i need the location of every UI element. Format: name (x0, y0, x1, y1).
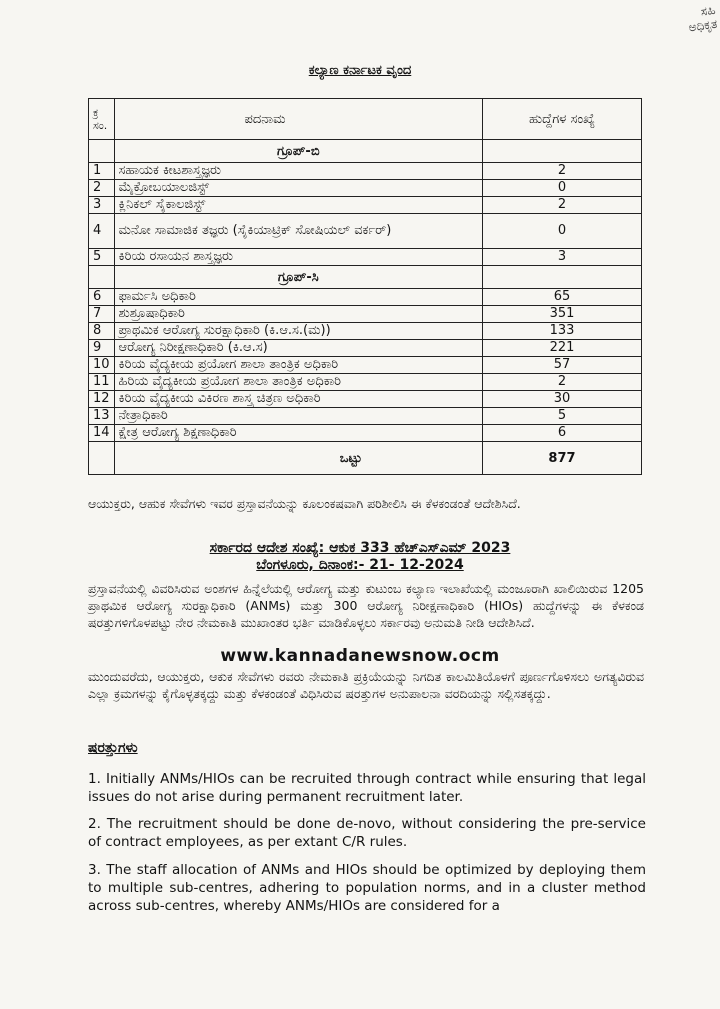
condition-2: 2. The recruitment should be done de-novo, without considering the pre-service of contract employees, as per extant C/R rules. (88, 816, 646, 850)
table-row (89, 249, 642, 266)
row-post-name: ಆರೋಗ್ಯ ನಿರೀಕ್ಷಣಾಧಿಕಾರಿ (ಕಿ.ಆ.ಸ) (114, 340, 482, 357)
total-label: ಒಟ್ಟು (114, 442, 482, 475)
condition-1: 1. Initially ANMs/HIOs can be recruited through contract while ensuring that legal issues do not arise during permanent recruitment later. (88, 771, 646, 805)
conditions-title: ಷರತ್ತುಗಳು (88, 740, 138, 756)
row-post-name: ಕಿರಿಯ ರಸಾಯನ ಶಾಸ್ತ್ರಜ್ಞರು (114, 249, 482, 266)
row-number: 10 (89, 357, 115, 374)
body-paragraph-2: ಮುಂದುವರೆದು, ಆಯುಕ್ತರು, ಆಕುಕ ಸೇವೆಗಳು ರವರು ನೇಮಕಾತಿ ಪ್ರಕ್ರಿಯೆಯನ್ನು ನಿಗದಿತ ಕಾಲಮಿತಿಯೊಳಗೆ ಪೂರ್ಣಗೊಳಿಸಲು ಅಗತ್ಯವಿರುವ ಎಲ್ಲಾ ಕ್ರಮಗಳನ್ನು ಕೈಗೊಳ್ಳತಕ್ಕದ್ದು ಮತ್ತು ಕೆಳಕಂಡಂತೆ ವಿಧಿಸಿರುವ ಷರತ್ತುಗಳ ಅನುಪಾಲನಾ ವರದಿಯನ್ನು ಸಲ್ಲಿಸತಕ್ಕದ್ದು. (88, 669, 644, 701)
row-post-count: 133 (483, 323, 642, 340)
col-count-header: ಹುದ್ದೆಗಳ ಸಂಖ್ಯೆ (483, 99, 642, 140)
official-stamp (619, 0, 720, 58)
row-post-count: 5 (483, 408, 642, 425)
group-b-label: ಗ್ರೂಪ್-ಬಿ (114, 140, 482, 163)
intro-paragraph: ಆಯುಕ್ತರು, ಆಹುಕ ಸೇವೆಗಳು ಇವರ ಪ್ರಸ್ತಾವನೆಯನ್ನು ಕೂಲಂಕಷವಾಗಿ ಪರಿಶೀಲಿಸಿ ಈ ಕೆಳಕಂಡಂತೆ ಆದೇಶಿಸಿದೆ. (88, 496, 521, 511)
row-post-name: ಕ್ಲಿನಿಕಲ್ ಸೈಕಾಲಜಿಸ್ಟ್ (114, 197, 482, 214)
row-number: 9 (89, 340, 115, 357)
row-number: 13 (89, 408, 115, 425)
row-number: 5 (89, 249, 115, 266)
row-post-count: 221 (483, 340, 642, 357)
row-post-name: ಮನೋ ಸಾಮಾಜಿಕ ತಜ್ಞರು (ಸೈಕಿಯಾಟ್ರಿಕ್ ಸೋಷಿಯಲ್ ವರ್ಕರ್) (114, 214, 482, 249)
total-row (89, 442, 642, 475)
row-number: 7 (89, 306, 115, 323)
row-post-count: 6 (483, 425, 642, 442)
row-post-name: ಮೈಕ್ರೋಬಯಾಲಜಿಸ್ಟ್ (114, 180, 482, 197)
table-row (89, 340, 642, 357)
row-post-name: ಹಿರಿಯ ವೈದ್ಯಕೀಯ ಪ್ರಯೋಗ ಶಾಲಾ ತಾಂತ್ರಿಕ ಅಧಿಕಾರಿ (114, 374, 482, 391)
row-post-count: 57 (483, 357, 642, 374)
row-number: 4 (89, 214, 115, 249)
table-row (89, 289, 642, 306)
row-post-count: 65 (483, 289, 642, 306)
condition-3: 3. The staff allocation of ANMs and HIOs should be optimized by deploying them to multiple sub-centres, adhering to population norms, and in a cluster method across sub-centres, whereby ANMs/HIOs are considered for a (88, 862, 646, 914)
row-number: 8 (89, 323, 115, 340)
group-c-cell-empty (89, 266, 115, 289)
stamp-line-2: ಅಧಿಕೃತ (687, 16, 719, 35)
row-number: 3 (89, 197, 115, 214)
row-number: 1 (89, 163, 115, 180)
cadre-heading: ಕಲ್ಯಾಣ ಕರ್ನಾಟಕ ವೃಂದ (308, 63, 412, 78)
row-number: 11 (89, 374, 115, 391)
table-row (89, 197, 642, 214)
website-watermark: www.kannadanewsnow.ocm (220, 646, 500, 666)
row-post-count: 0 (483, 214, 642, 249)
row-number: 6 (89, 289, 115, 306)
table-row (89, 214, 642, 249)
table-header-row (89, 99, 642, 140)
row-post-name: ಫಾರ್ಮಸಿ ಅಧಿಕಾರಿ (114, 289, 482, 306)
table-row (89, 163, 642, 180)
group-c-row (89, 266, 642, 289)
group-b-cell-empty (89, 140, 115, 163)
group-c-cell-empty-2 (483, 266, 642, 289)
table-row (89, 357, 642, 374)
row-number: 14 (89, 425, 115, 442)
table-row (89, 180, 642, 197)
body-paragraph-1: ಪ್ರಸ್ತಾವನೆಯಲ್ಲಿ ವಿವರಿಸಿರುವ ಅಂಶಗಳ ಹಿನ್ನೆಲೆಯಲ್ಲಿ ಆರೋಗ್ಯ ಮತ್ತು ಕುಟುಂಬ ಕಲ್ಯಾಣ ಇಲಾಖೆಯಲ್ಲಿ ಮಂಜೂರಾಗಿ ಖಾಲಿಯಿರುವ 1205 ಪ್ರಾಥಮಿಕ ಆರೋಗ್ಯ ಸುರಕ್ಷಾಧಿಕಾರಿ (ANMs) ಮತ್ತು 300 ಆರೋಗ್ಯ ನಿರೀಕ್ಷಣಾಧಿಕಾರಿ (HIOs) ಹುದ್ದೆಗಳನ್ನು ಈ ಕೆಳಕಂಡ ಷರತ್ತುಗಳಿಗೊಳಪಟ್ಟು ನೇರ ನೇಮಕಾತಿ ಮುಖಾಂತರ ಭರ್ತಿ ಮಾಡಿಕೊಳ್ಳಲು ಸರ್ಕಾರವು ಅನುಮತಿ ನೀಡಿ ಆದೇಶಿಸಿದೆ. (88, 581, 644, 630)
col-post-header: ಪದನಾಮ (114, 99, 482, 140)
group-c-label: ಗ್ರೂಪ್-ಸಿ (114, 266, 482, 289)
order-date: ಬೆಂಗಳೂರು, ದಿನಾಂಕ:- 21- 12-2024 (256, 557, 464, 573)
group-b-row (89, 140, 642, 163)
total-value: 877 (483, 442, 642, 475)
col-sl-header: ಕ್ರ ಸಂ. (89, 99, 115, 140)
table-row (89, 425, 642, 442)
row-number: 2 (89, 180, 115, 197)
table-row (89, 374, 642, 391)
row-post-name: ಕ್ಷೇತ್ರ ಆರೋಗ್ಯ ಶಿಕ್ಷಣಾಧಿಕಾರಿ (114, 425, 482, 442)
row-post-count: 2 (483, 374, 642, 391)
table-row (89, 408, 642, 425)
table-row (89, 391, 642, 408)
row-post-name: ಕಿರಿಯ ವೈದ್ಯಕೀಯ ವಿಕಿರಣ ಶಾಸ್ತ್ರ ಚಿತ್ರಣ ಅಧಿಕಾರಿ (114, 391, 482, 408)
row-post-name: ಪ್ರಾಥಮಿಕ ಆರೋಗ್ಯ ಸುರಕ್ಷಾಧಿಕಾರಿ (ಕಿ.ಆ.ಸ.(ಮ)) (114, 323, 482, 340)
row-number: 12 (89, 391, 115, 408)
table-row (89, 306, 642, 323)
row-post-name: ನೇತ್ರಾಧಿಕಾರಿ (114, 408, 482, 425)
row-post-count: 30 (483, 391, 642, 408)
posts-table (88, 98, 642, 475)
row-post-name: ಶುಶ್ರೂಷಾಧಿಕಾರಿ (114, 306, 482, 323)
row-post-name: ಸಹಾಯಕ ಕೀಟಶಾಸ್ತ್ರಜ್ಞರು (114, 163, 482, 180)
government-order (0, 540, 720, 574)
group-b-rows (89, 163, 642, 266)
row-post-count: 2 (483, 197, 642, 214)
row-post-count: 0 (483, 180, 642, 197)
group-b-cell-empty-2 (483, 140, 642, 163)
row-post-count: 3 (483, 249, 642, 266)
group-c-rows (89, 289, 642, 442)
row-post-count: 351 (483, 306, 642, 323)
row-post-count: 2 (483, 163, 642, 180)
stamp-line-1: ಸಹಿ (699, 2, 717, 19)
total-cell-empty (89, 442, 115, 475)
order-number: ಸರ್ಕಾರದ ಆದೇಶ ಸಂಖ್ಯೆ: ಆಕುಕ 333 ಹೆಚ್‌ಎಸ್‌ಎಮ್ 2023 (209, 540, 511, 556)
row-post-name: ಕಿರಿಯ ವೈದ್ಯಕೀಯ ಪ್ರಯೋಗ ಶಾಲಾ ತಾಂತ್ರಿಕ ಅಧಿಕಾರಿ (114, 357, 482, 374)
table-row (89, 323, 642, 340)
